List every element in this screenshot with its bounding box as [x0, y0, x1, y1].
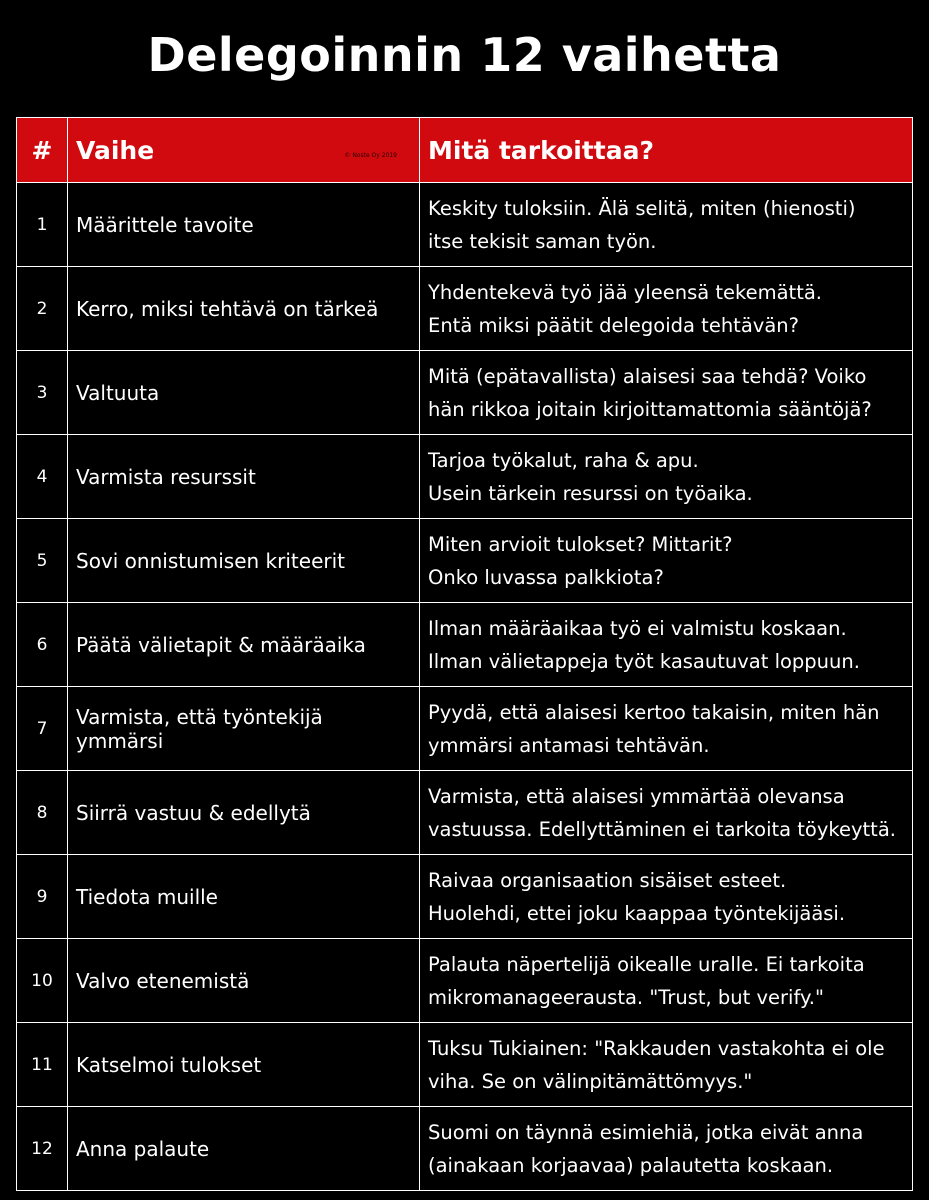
- description-line: vastuussa. Edellyttäminen ei tarkoita töykeyttä.: [428, 817, 896, 841]
- step-name: Varmista, että työntekijä ymmärsi: [68, 687, 420, 771]
- table-row: [17, 435, 913, 519]
- table-row: [17, 519, 913, 603]
- step-number: 11: [17, 1023, 68, 1107]
- step-description: [420, 939, 913, 1023]
- description-line: Ilman määräaikaa työ ei valmistu koskaan.: [428, 616, 847, 640]
- step-name: Katselmoi tulokset: [68, 1023, 420, 1107]
- copyright-notice: © Noste Oy 2019: [344, 152, 397, 159]
- description-line: Suomi on täynnä esimiehiä, jotka eivät anna: [428, 1120, 864, 1144]
- step-name: Siirrä vastuu & edellytä: [68, 771, 420, 855]
- table-row: [17, 687, 913, 771]
- step-name: Määrittele tavoite: [68, 183, 420, 267]
- step-name: Varmista resurssit: [68, 435, 420, 519]
- table-header-row: [17, 118, 913, 183]
- step-number: 12: [17, 1107, 68, 1191]
- table-row: [17, 1023, 913, 1107]
- delegation-steps-table: [16, 117, 913, 1191]
- description-line: viha. Se on välinpitämättömyys.": [428, 1069, 753, 1093]
- header-step: [68, 118, 420, 183]
- description-line: Huolehdi, ettei joku kaappaa työntekijääsi.: [428, 901, 846, 925]
- step-name: Sovi onnistumisen kriteerit: [68, 519, 420, 603]
- page-title: Delegoinnin 12 vaihetta: [147, 28, 782, 82]
- step-number: 6: [17, 603, 68, 687]
- step-description: [420, 1107, 913, 1191]
- description-line: ymmärsi antamasi tehtävän.: [428, 733, 710, 757]
- step-number: 2: [17, 267, 68, 351]
- step-number: 1: [17, 183, 68, 267]
- description-line: hän rikkoa joitain kirjoittamattomia sääntöjä?: [428, 397, 872, 421]
- description-line: Usein tärkein resurssi on työaika.: [428, 481, 753, 505]
- table-row: [17, 771, 913, 855]
- step-description: [420, 855, 913, 939]
- step-number: 7: [17, 687, 68, 771]
- step-description: [420, 267, 913, 351]
- description-line: Pyydä, että alaisesi kertoo takaisin, miten hän: [428, 700, 880, 724]
- description-line: Yhdentekevä työ jää yleensä tekemättä.: [428, 280, 822, 304]
- step-name: Valtuuta: [68, 351, 420, 435]
- table-row: [17, 603, 913, 687]
- step-description: [420, 771, 913, 855]
- description-line: Entä miksi päätit delegoida tehtävän?: [428, 313, 799, 337]
- step-description: [420, 687, 913, 771]
- description-line: Mitä (epätavallista) alaisesi saa tehdä? Voiko: [428, 364, 867, 388]
- table-row: [17, 183, 913, 267]
- step-description: [420, 603, 913, 687]
- step-description: [420, 519, 913, 603]
- table-row: [17, 267, 913, 351]
- step-description: [420, 351, 913, 435]
- header-step-label: Vaihe: [76, 135, 155, 165]
- description-line: Tuksu Tukiainen: "Rakkauden vastakohta ei ole: [428, 1036, 885, 1060]
- step-name: Kerro, miksi tehtävä on tärkeä: [68, 267, 420, 351]
- header-number: #: [17, 118, 68, 183]
- step-name: Tiedota muille: [68, 855, 420, 939]
- table-row: [17, 1107, 913, 1191]
- step-description: [420, 1023, 913, 1107]
- description-line: Onko luvassa palkkiota?: [428, 565, 664, 589]
- step-description: [420, 183, 913, 267]
- description-line: Miten arvioit tulokset? Mittarit?: [428, 532, 733, 556]
- step-number: 4: [17, 435, 68, 519]
- description-line: Raivaa organisaation sisäiset esteet.: [428, 868, 787, 892]
- step-description: [420, 435, 913, 519]
- table-row: [17, 855, 913, 939]
- description-line: Tarjoa työkalut, raha & apu.: [428, 448, 699, 472]
- description-line: Keskity tuloksiin. Älä selitä, miten (hienosti): [428, 196, 856, 220]
- step-number: 8: [17, 771, 68, 855]
- description-line: mikromanageerausta. "Trust, but verify.": [428, 985, 824, 1009]
- description-line: (ainakaan korjaavaa) palautetta koskaan.: [428, 1153, 834, 1177]
- description-line: Varmista, että alaisesi ymmärtää olevansa: [428, 784, 845, 808]
- step-name: Päätä välietapit & määräaika: [68, 603, 420, 687]
- table-row: [17, 939, 913, 1023]
- step-number: 5: [17, 519, 68, 603]
- description-line: Ilman välietappeja työt kasautuvat loppuun.: [428, 649, 860, 673]
- step-number: 3: [17, 351, 68, 435]
- description-line: Palauta näpertelijä oikealle uralle. Ei tarkoita: [428, 952, 865, 976]
- step-number: 10: [17, 939, 68, 1023]
- step-name: Anna palaute: [68, 1107, 420, 1191]
- step-number: 9: [17, 855, 68, 939]
- table-row: [17, 351, 913, 435]
- step-name: Valvo etenemistä: [68, 939, 420, 1023]
- header-description: Mitä tarkoittaa?: [420, 118, 913, 183]
- description-line: itse tekisit saman työn.: [428, 229, 657, 253]
